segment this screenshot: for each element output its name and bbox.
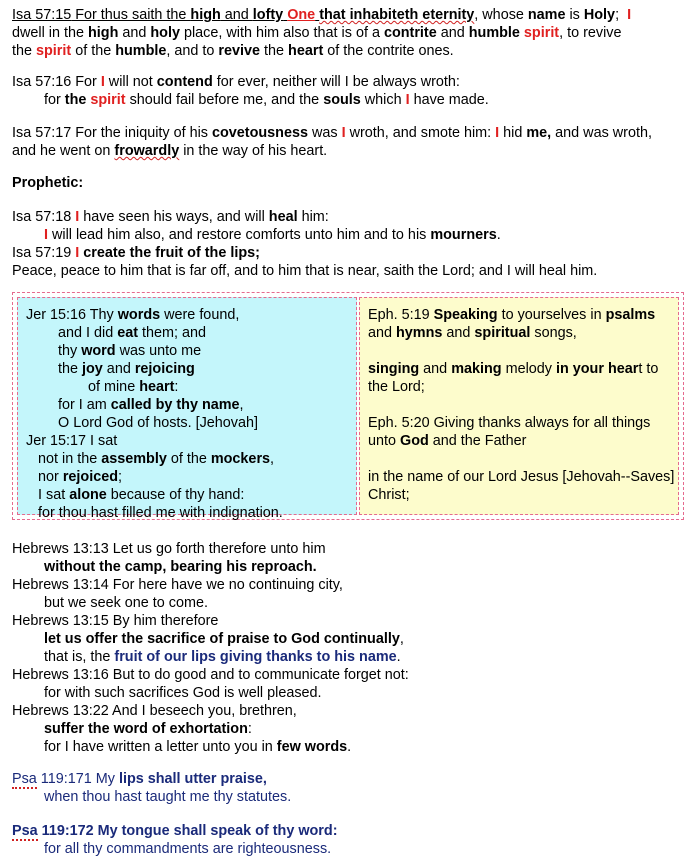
emphasis-word: covetousness [212, 125, 308, 141]
verse-text: 119:172 My tongue shall speak of thy word: [37, 823, 338, 839]
verse-ref: Isa 57:16 [12, 74, 72, 90]
verse-text: , whose [474, 7, 528, 23]
emphasis-word: spiritual [474, 325, 531, 341]
verse-text: have made. [409, 92, 489, 108]
verse-line: Jer 15:17 I sat [26, 433, 118, 449]
verse-isa-57-16 [12, 73, 489, 109]
emphasis-word: psalms [605, 307, 656, 323]
verse-text: was unto me [115, 343, 202, 359]
verse-text: and [368, 325, 397, 341]
verse-line: for with such sacrifices God is well pleased. [44, 685, 322, 701]
emphasis-word-red: I [75, 245, 80, 261]
verse-text: For [71, 74, 101, 90]
verse-line: for all thy commandments are righteousness. [44, 841, 332, 857]
emphasis-word: singing [368, 361, 420, 377]
emphasis-word: me, [526, 125, 552, 141]
emphasis-phrase: create the fruit of the lips; [79, 245, 260, 261]
verse-text: Jer 15:16 Thy [26, 307, 118, 323]
emphasis-word: mockers [210, 451, 271, 467]
emphasis-word: God [400, 433, 429, 449]
hebrews-block [12, 540, 409, 756]
verse-line: the Lord; [368, 379, 425, 395]
emphasis-word-red: I [495, 125, 500, 141]
verse-text: of the [71, 43, 116, 59]
verse-isa-57-17 [12, 124, 652, 160]
verse-line [26, 450, 348, 468]
verse-isa-57-18-19 [12, 208, 597, 280]
verse-text: will lead him also, and restore comforts unto him and to his [48, 227, 431, 243]
emphasis-phrase: in your hear [555, 361, 639, 377]
verse-text: and he went on [12, 143, 115, 159]
verse-line: in the name of our Lord Jesus [Jehovah--Saves] [368, 469, 675, 485]
verse-text: the [260, 43, 289, 59]
verse-line [12, 770, 291, 788]
emphasis-word-red: I [627, 7, 632, 23]
verse-line [26, 342, 348, 360]
verse-text: and [442, 325, 475, 341]
verse-line: for thou hast filled me with indignation. [38, 505, 283, 521]
emphasis-phrase: few words [276, 739, 348, 755]
verse-text: have seen his ways, and will [79, 209, 269, 225]
emphasis-word: words [117, 307, 161, 323]
verse-psa-119-172 [12, 822, 338, 858]
verse-ref: Psa [12, 771, 37, 787]
verse-line: without the camp, bearing his reproach. [44, 559, 317, 575]
verse-line: but we seek one to come. [44, 595, 208, 611]
verse-line: Christ; [368, 487, 410, 503]
emphasis-word-red: I [100, 74, 105, 90]
verse-text: the [58, 361, 83, 377]
emphasis-word: word [81, 343, 116, 359]
verse-text: I sat [38, 487, 70, 503]
verse-text: was [307, 125, 342, 141]
emphasis-word: Holy [583, 7, 616, 23]
emphasis-word: high [88, 25, 119, 41]
emphasis-phrase: that inhabiteth eternity [319, 7, 475, 23]
verse-line [12, 24, 631, 42]
verse-text: , and to [166, 43, 219, 59]
verse-text: for [44, 92, 65, 108]
verse-text: unto [368, 433, 401, 449]
emphasis-word: souls [323, 92, 361, 108]
verse-text: not in the [38, 451, 102, 467]
blank-line [368, 450, 670, 468]
emphasis-word: name [527, 7, 566, 23]
verse-line: Hebrews 13:22 And I beseech you, brethren, [12, 703, 297, 719]
verse-line [26, 378, 348, 396]
verse-text: place, with him also that is of a [179, 25, 384, 41]
verse-line [12, 208, 597, 226]
emphasis-word-red: spirit [36, 43, 72, 59]
verse-text: Eph. 5:19 [368, 307, 434, 323]
verse-ref: Isa 57:17 [12, 125, 72, 141]
verse-text: to yourselves in [497, 307, 606, 323]
emphasis-phrase: let us offer the sacrifice of praise to God continually [44, 631, 400, 647]
emphasis-word-red: I [405, 92, 410, 108]
ephesians-column [359, 297, 679, 515]
verse-text: of the [166, 451, 211, 467]
verse-text: and [220, 7, 253, 23]
emphasis-word: hymns [396, 325, 443, 341]
emphasis-word: Speaking [433, 307, 498, 323]
verse-line: Hebrews 13:16 But to do good and to communicate forget not: [12, 667, 409, 683]
verse-text: of the contrite ones. [323, 43, 454, 59]
blank-line [368, 342, 670, 360]
verse-text: Peace, peace to him that is far off, and to him that is near, saith the Lord; and I will heal him. [12, 263, 598, 279]
verse-text: nor [38, 469, 63, 485]
verse-text: which [360, 92, 406, 108]
verse-text: t to [638, 361, 659, 377]
verse-text: , [239, 397, 244, 413]
emphasis-word: heart [288, 43, 324, 59]
comparison-box [12, 292, 684, 520]
verse-text: him: [297, 209, 329, 225]
emphasis-word-red: spirit [90, 92, 126, 108]
emphasis-word: alone [69, 487, 107, 503]
emphasis-word-red: I [75, 209, 80, 225]
verse-line [12, 738, 409, 756]
emphasis-phrase-blue: fruit of our lips giving thanks to his name [114, 649, 397, 665]
verse-text: were found, [160, 307, 240, 323]
verse-line [12, 262, 597, 280]
emphasis-phrase: called by thy name [110, 397, 240, 413]
verse-text: ; [118, 469, 123, 485]
emphasis-word: eat [117, 325, 139, 341]
verse-text: : [247, 721, 252, 737]
verse-text: dwell in the [12, 25, 88, 41]
section-heading: Prophetic: [12, 175, 84, 191]
verse-text: and the Father [428, 433, 527, 449]
verse-line [12, 630, 409, 648]
verse-text: For thus saith the [71, 7, 191, 23]
verse-line [12, 6, 631, 24]
verse-line [12, 124, 652, 142]
verse-ref: Isa 57:18 [12, 209, 72, 225]
verse-text: songs, [530, 325, 577, 341]
emphasis-phrase-blue: lips shall utter praise, [118, 771, 267, 787]
verse-text: them; and [138, 325, 207, 341]
verse-text: ; [615, 7, 628, 23]
verse-line [12, 648, 409, 666]
verse-text: and [436, 25, 469, 41]
verse-line [12, 42, 631, 60]
emphasis-word: rejoicing [134, 361, 195, 377]
verse-line [26, 324, 348, 342]
verse-text: melody [501, 361, 556, 377]
verse-line: when thou hast taught me thy statutes. [44, 789, 292, 805]
emphasis-word: humble [468, 25, 520, 41]
verse-psa-119-171 [12, 770, 291, 806]
emphasis-word: mourners [430, 227, 497, 243]
verse-line: Eph. 5:20 Giving thanks always for all things [368, 415, 651, 431]
emphasis-word: holy [150, 25, 180, 41]
verse-text: hid [499, 125, 527, 141]
verse-line [12, 226, 597, 244]
verse-line: Hebrews 13:13 Let us go forth therefore unto him [12, 541, 326, 557]
verse-ref: Psa [12, 823, 38, 839]
verse-line [368, 360, 670, 378]
verse-text: , to revive [559, 25, 622, 41]
emphasis-word: heart [139, 379, 175, 395]
emphasis-word: making [451, 361, 502, 377]
verse-text: : [174, 379, 179, 395]
verse-text: and [118, 25, 151, 41]
emphasis-word: lofty [252, 7, 284, 23]
emphasis-word: humble [115, 43, 167, 59]
emphasis-word: contend [156, 74, 213, 90]
verse-line [12, 822, 338, 840]
verse-line: O Lord God of hosts. [Jehovah] [58, 415, 258, 431]
verse-text: of mine [88, 379, 140, 395]
verse-text: , [270, 451, 275, 467]
verse-text: for ever, neither will I be always wroth: [212, 74, 460, 90]
verse-text: and [419, 361, 452, 377]
verse-text: and I did [58, 325, 118, 341]
verse-text: . [347, 739, 352, 755]
jeremiah-column [17, 297, 357, 521]
emphasis-word: high [190, 7, 221, 23]
verse-line: Hebrews 13:14 For here have we no continuing city, [12, 577, 343, 593]
verse-line [12, 73, 489, 91]
verse-ref: Isa 57:15 [12, 7, 72, 23]
emphasis-word-red: spirit [523, 25, 560, 41]
verse-text: for I have written a letter unto you in [44, 739, 277, 755]
verse-text: the [12, 43, 37, 59]
verse-line [26, 486, 348, 504]
verse-text: is [565, 7, 584, 23]
verse-text: . [396, 649, 401, 665]
verse-text: wroth, and smote him: [345, 125, 496, 141]
emphasis-word: assembly [101, 451, 167, 467]
emphasis-word: heal [268, 209, 298, 225]
verse-line: Hebrews 13:15 By him therefore [12, 613, 219, 629]
emphasis-word-red: One [287, 7, 316, 23]
verse-text: For the iniquity of his [71, 125, 212, 141]
emphasis-word-red: I [44, 227, 48, 243]
verse-text: thy [58, 343, 82, 359]
verse-line [26, 396, 348, 414]
verse-text: should fail before me, and the [125, 92, 324, 108]
verse-text: that is, the [44, 649, 115, 665]
verse-text: in the way of his heart. [179, 143, 328, 159]
verse-line [368, 324, 670, 342]
verse-line [12, 91, 489, 109]
emphasis-word-red: I [341, 125, 346, 141]
verse-ref: Isa 57:19 [12, 245, 72, 261]
verse-isa-57-15 [12, 6, 631, 60]
emphasis-word: contrite [383, 25, 437, 41]
verse-text: for I am [58, 397, 111, 413]
emphasis-word: the [64, 92, 91, 108]
verse-line [26, 360, 348, 378]
verse-line [26, 468, 348, 486]
emphasis-word: joy [82, 361, 103, 377]
emphasis-word: frowardly [114, 143, 180, 159]
verse-line [12, 244, 597, 262]
verse-line [368, 306, 670, 324]
verse-text: because of thy hand: [106, 487, 245, 503]
verse-line [26, 306, 348, 324]
verse-line [368, 432, 670, 450]
verse-text: . [496, 227, 501, 243]
emphasis-word: revive [218, 43, 261, 59]
emphasis-word: rejoiced [62, 469, 119, 485]
verse-text: will not [104, 74, 157, 90]
verse-text: and [102, 361, 135, 377]
verse-text: , [399, 631, 404, 647]
verse-text: and was wroth, [551, 125, 652, 141]
verse-line [12, 142, 652, 160]
emphasis-phrase: suffer the word of exhortation [44, 721, 248, 737]
verse-text: 119:171 My [36, 771, 119, 787]
blank-line [368, 396, 670, 414]
verse-line [12, 720, 409, 738]
